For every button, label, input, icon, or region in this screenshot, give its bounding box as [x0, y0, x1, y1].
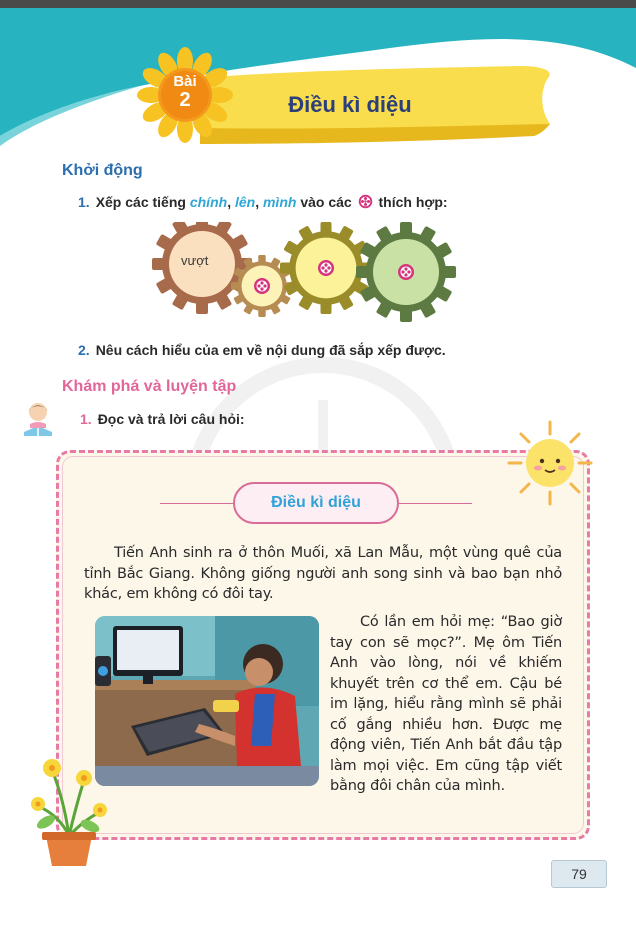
- lesson-label: Bài: [173, 73, 197, 90]
- story-title: Điều kì diệu: [271, 494, 361, 511]
- lesson-banner: [0, 0, 636, 160]
- task-text: Nêu cách hiểu của em về nội dung đã sắp xếp được.: [95, 342, 446, 358]
- gear-2-slot: [254, 278, 270, 294]
- flower-slot-icon: [358, 194, 373, 209]
- keyword-separator: ,: [255, 194, 260, 210]
- keyword-chinh: chính: [189, 194, 228, 210]
- story-photo: [95, 616, 319, 786]
- explore-task-1: [80, 411, 245, 427]
- warmup-task-2: [78, 342, 446, 358]
- keyword-minh: mình: [262, 194, 297, 210]
- story-paragraph-1: Tiến Anh sinh ra ở thôn Muối, xã Lan Mẫu, một vùng quê của tỉnh Bắc Giang. Không giống người anh song sinh và bao bạn nhỏ khác, em không có đôi tay.: [84, 545, 562, 602]
- page-number: 79: [571, 866, 587, 882]
- gear-3-slot: [318, 260, 334, 276]
- story-paragraph-2: Có lần em hỏi mẹ: “Bao giờ tay con sẽ mọc?”. Mẹ ôm Tiến Anh vào lòng, nói về khiếm khuyết trên cơ thể em. Cậu bé im lặng, hiểu rằng mình sẽ phải cố gắng nhiều hơn. Được mẹ động viên, Tiến Anh bắt đầu tập làm mọi việc. Em cũng tập viết bằng đôi chân của mình.: [330, 614, 562, 794]
- keyword-separator: ,: [227, 194, 232, 210]
- task-number: 2.: [78, 342, 90, 358]
- warmup-heading: Khởi động: [62, 162, 143, 179]
- lesson-number-badge: [150, 74, 220, 110]
- task-text-after: thích hợp:: [378, 194, 448, 210]
- gear-4-slot: [398, 264, 414, 280]
- gear-1-word: vượt: [181, 253, 209, 268]
- flower-pot-icon: [24, 740, 114, 868]
- task-number: 1.: [78, 194, 90, 210]
- sun-icon: [505, 418, 595, 508]
- reading-child-icon: [18, 398, 58, 438]
- task-number: 1.: [80, 411, 92, 427]
- keyword-len: lên: [234, 194, 256, 210]
- word-gears: [150, 222, 460, 332]
- warmup-task-1: [78, 194, 448, 210]
- lesson-number: 2: [179, 89, 191, 111]
- explore-heading: Khám phá và luyện tập: [62, 378, 237, 395]
- lesson-title: Điều kì diệu: [288, 92, 412, 117]
- task-text-before: Xếp các tiếng: [95, 194, 186, 210]
- task-text: Đọc và trả lời câu hỏi:: [97, 411, 245, 427]
- task-text-middle: vào các: [300, 194, 352, 210]
